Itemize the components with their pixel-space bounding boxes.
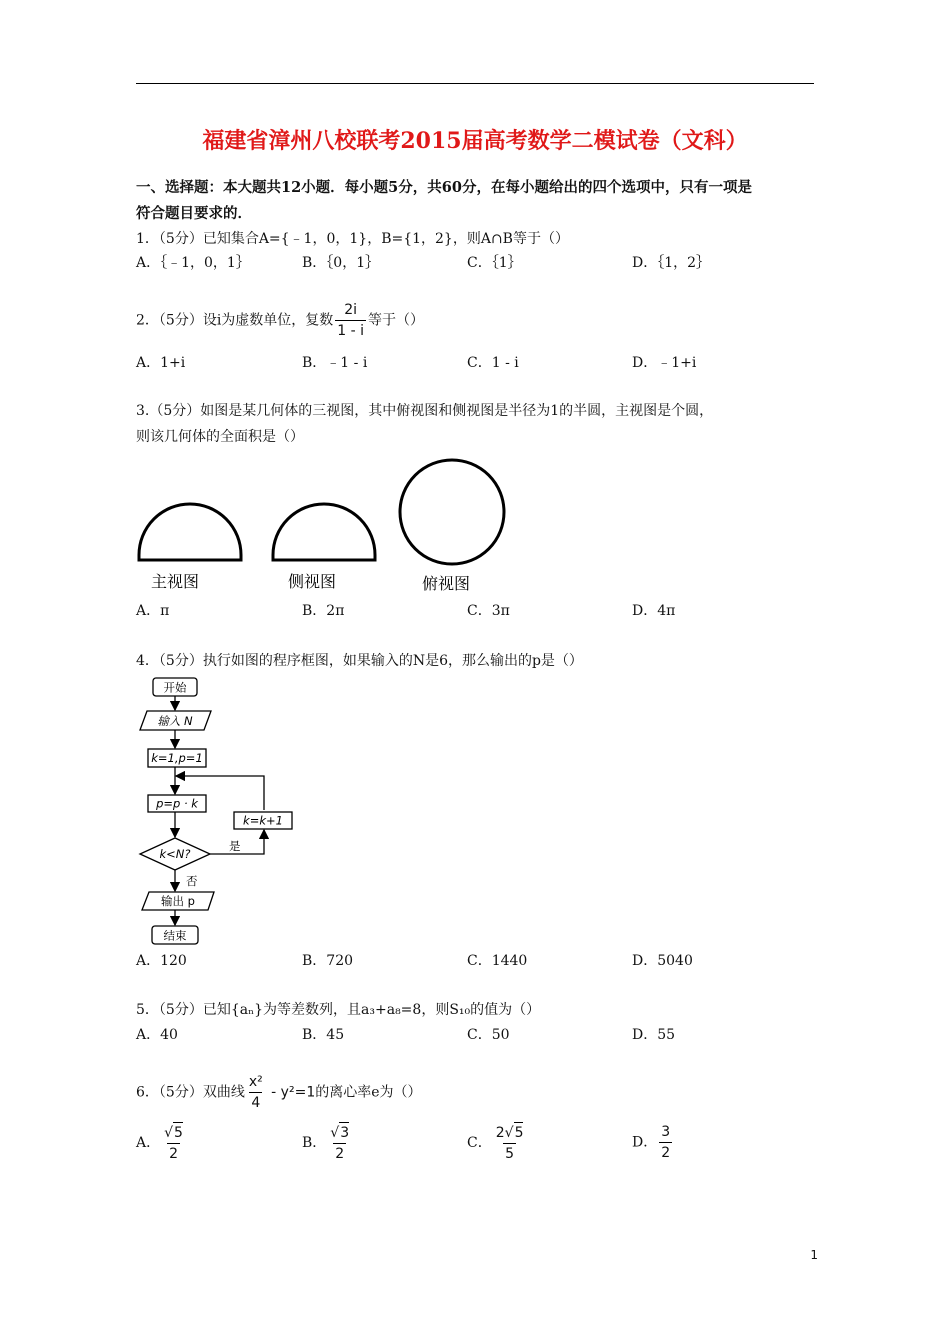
q6-option-d — [632, 1122, 674, 1163]
q6-option-b-radicand: 3 — [339, 1122, 349, 1143]
q2-option-b: B．﹣1 - i — [302, 355, 368, 371]
q6-option-b-num: √3 — [328, 1122, 351, 1143]
header-rule — [136, 83, 814, 84]
q6-option-a-letter: A． — [136, 1135, 161, 1151]
q2-fraction — [335, 300, 366, 341]
q5-option-d: D．55 — [632, 1027, 676, 1043]
flow-process-text: p=p · k — [156, 796, 198, 811]
q6-option-c-coef: 2 — [495, 1125, 505, 1141]
q3-option-d: D．4π — [632, 603, 676, 619]
q4-option-b: B．720 — [302, 953, 354, 969]
q6-prefix: 6．（5分）双曲线 — [136, 1084, 245, 1101]
q6-fraction — [247, 1072, 265, 1113]
side-view-semicircle — [273, 504, 375, 560]
q2-frac-num: 2i — [344, 302, 358, 318]
question-2 — [136, 300, 424, 341]
q5-option-a: A．40 — [136, 1027, 178, 1043]
q1-option-a: A．｛﹣1，0，1｝ — [136, 255, 250, 271]
q1-option-c: C．｛1｝ — [467, 255, 522, 271]
flowchart — [130, 672, 300, 948]
q2-option-a: A．1+i — [136, 355, 186, 371]
q3-option-b: B．2π — [302, 603, 345, 619]
q5-option-b: B．45 — [302, 1027, 345, 1043]
q6-frac-den: 4 — [249, 1092, 262, 1113]
question-3-line2: 则该几何体的全面积是（） — [136, 429, 304, 445]
question-3-line1: 3.（5分）如图是某几何体的三视图，其中俯视图和侧视图是半径为1的半圆，主视图是个圆， — [136, 403, 714, 419]
top-view-label: 俯视图 — [422, 574, 471, 593]
flow-input-text: 输入 N — [157, 714, 193, 728]
front-view-label: 主视图 — [151, 572, 200, 591]
flow-increment-text: k=k+1 — [243, 813, 283, 828]
q6-option-a-radicand: 5 — [173, 1122, 183, 1143]
q6-option-b-letter: B． — [302, 1135, 327, 1151]
front-view-semicircle — [139, 504, 241, 560]
q6-suffix: 的离心率e为（） — [315, 1084, 422, 1101]
page-title: 福建省漳州八校联考2015届高考数学二模试卷（文科） — [202, 128, 748, 154]
flow-end-text: 结束 — [163, 928, 187, 943]
question-6 — [136, 1072, 422, 1113]
q6-option-b-den: 2 — [333, 1143, 346, 1164]
q6-option-d-num: 3 — [661, 1124, 671, 1140]
q2-suffix: 等于（） — [368, 312, 425, 329]
question-1: 1．（5分）已知集合A={﹣1，0，1}，B={1，2}，则A∩B等于（） — [136, 231, 569, 247]
q6-option-a-fraction — [162, 1122, 185, 1164]
flow-init-text: k=1,p=1 — [151, 751, 203, 765]
q6-option-c-den: 5 — [503, 1143, 516, 1164]
question-4: 4．（5分）执行如图的程序框图，如果输入的N是6，那么输出的p是（） — [136, 653, 583, 669]
flow-condition-text: k<N? — [159, 847, 191, 861]
q2-option-d: D．﹣1+i — [632, 355, 697, 371]
q2-frac-den: 1 - i — [335, 320, 366, 341]
top-view-circle — [400, 460, 504, 564]
q5-option-c: C．50 — [467, 1027, 510, 1043]
q6-option-d-den: 2 — [659, 1142, 672, 1163]
section-header-line1: 一、选择题：本大题共12小题．每小题5分，共60分，在每小题给出的四个选项中，只有一项是 — [136, 179, 752, 196]
three-view-figure — [130, 452, 510, 594]
q6-option-b-fraction — [328, 1122, 351, 1164]
page-number: 1 — [810, 1248, 818, 1262]
q3-option-c: C．3π — [467, 603, 510, 619]
q6-option-a-num: √5 — [162, 1122, 185, 1143]
side-view-label: 侧视图 — [288, 572, 337, 591]
flow-no-label: 否 — [186, 874, 198, 888]
q6-frac-num: x² — [248, 1074, 263, 1090]
q2-prefix: 2．（5分）设i为虚数单位，复数 — [136, 312, 334, 329]
q6-option-c-num: 2√5 — [494, 1122, 526, 1143]
q6-mid: - y²=1 — [266, 1084, 316, 1101]
q6-option-c — [467, 1122, 527, 1164]
flow-output-text: 输出 p — [161, 894, 195, 908]
q6-option-d-fraction — [659, 1122, 672, 1163]
flow-yes-label: 是 — [229, 839, 241, 853]
q4-option-a: A．120 — [136, 953, 187, 969]
q6-option-c-radicand: 5 — [514, 1122, 524, 1143]
q6-option-d-letter: D． — [632, 1134, 658, 1151]
q6-option-c-letter: C． — [467, 1135, 492, 1151]
q6-option-a — [136, 1122, 187, 1164]
q6-option-a-den: 2 — [167, 1143, 180, 1164]
q1-option-b: B．｛0，1｝ — [302, 255, 380, 271]
q4-option-c: C．1440 — [467, 953, 528, 969]
q6-option-c-fraction — [494, 1122, 526, 1164]
q1-option-d: D．｛1，2｝ — [632, 255, 711, 271]
q2-option-c: C．1 - i — [467, 355, 519, 371]
question-5: 5．（5分）已知{aₙ}为等差数列，且a₃+a₈=8，则S₁₀的值为（） — [136, 1002, 541, 1018]
section-header-line2: 符合题目要求的． — [136, 205, 252, 222]
q4-option-d: D．5040 — [632, 953, 693, 969]
flow-start-text: 开始 — [163, 680, 187, 695]
q3-option-a: A．π — [136, 603, 170, 619]
q6-option-b — [302, 1122, 353, 1164]
